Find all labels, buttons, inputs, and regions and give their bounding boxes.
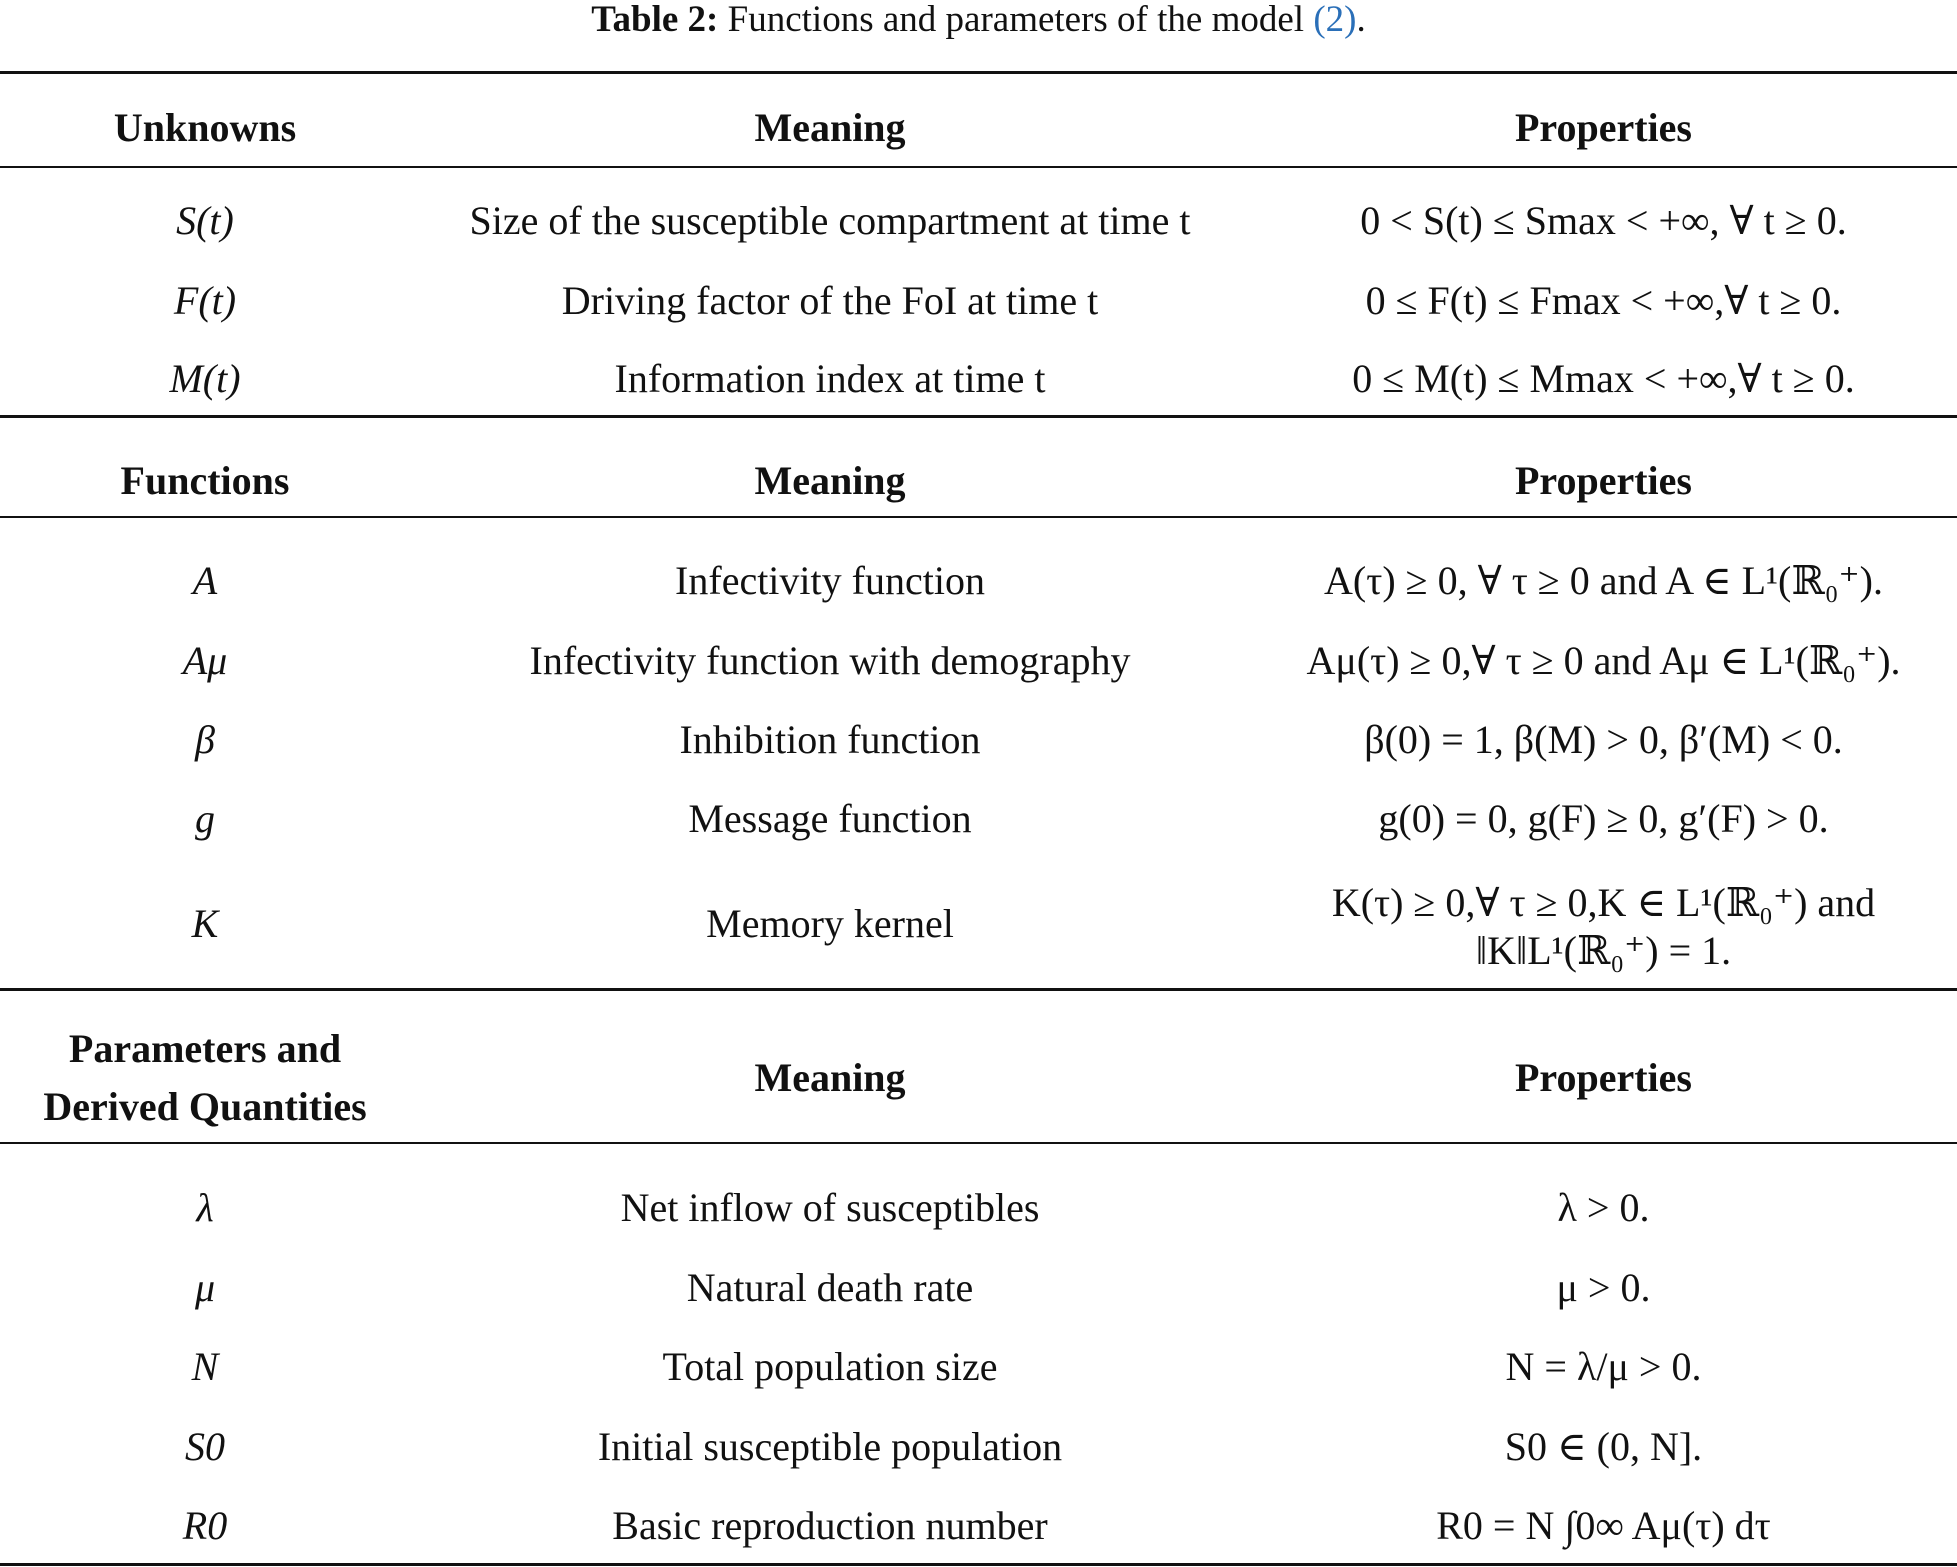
meaning-cell: Basic reproduction number	[612, 1503, 1048, 1548]
symbol-cell: R0	[182, 1503, 228, 1548]
meaning-cell: Infectivity function	[675, 558, 985, 603]
column-header-properties: Properties	[1515, 105, 1692, 150]
meaning-cell: Message function	[688, 796, 972, 841]
property-cell: S0 ∈ (0, N].	[1504, 1424, 1703, 1469]
symbol-cell: M(t)	[169, 356, 241, 401]
symbol-cell: β	[195, 717, 215, 762]
meaning-cell: Size of the susceptible compartment at time t	[469, 198, 1191, 243]
property-cell: μ > 0.	[1556, 1265, 1651, 1310]
meaning-cell: Initial susceptible population	[597, 1424, 1063, 1469]
property-cell: N = λ/μ > 0.	[1505, 1344, 1702, 1389]
caption-text: Functions and parameters of the model	[718, 0, 1314, 40]
symbol-cell: S0	[185, 1424, 225, 1469]
symbol-cell: N	[191, 1344, 219, 1389]
property-line-2: ‖K‖L¹(ℝ₀⁺) = 1.	[1475, 928, 1732, 973]
property-line-1: K(τ) ≥ 0,∀ τ ≥ 0,K ∈ L¹(ℝ₀⁺) and	[1331, 880, 1876, 925]
header-line-2: Derived Quantities	[43, 1084, 367, 1129]
column-header-properties: Properties	[1515, 1055, 1692, 1100]
property-cell: A(τ) ≥ 0, ∀ τ ≥ 0 and A ∈ L¹(ℝ₀⁺).	[1324, 558, 1883, 603]
property-cell: 0 ≤ F(t) ≤ Fmax < +∞,∀ t ≥ 0.	[1365, 278, 1842, 323]
column-header-parameters	[0, 1020, 410, 1136]
column-header-functions: Functions	[120, 458, 290, 503]
equation-reference-link[interactable]: (2)	[1313, 0, 1357, 40]
property-cell: 0 < S(t) ≤ Smax < +∞, ∀ t ≥ 0.	[1360, 198, 1847, 243]
header-rule-unknowns	[0, 166, 1957, 168]
property-cell: β(0) = 1, β(M) > 0, β′(M) < 0.	[1364, 717, 1843, 762]
section-rule-1	[0, 415, 1957, 418]
symbol-cell: F(t)	[173, 278, 237, 323]
column-header-unknowns: Unknowns	[113, 105, 297, 150]
symbol-cell: K	[191, 901, 219, 946]
header-line-1: Parameters and	[68, 1026, 342, 1071]
header-rule-functions	[0, 516, 1957, 518]
table-caption	[0, 0, 1957, 40]
column-header-properties: Properties	[1515, 458, 1692, 503]
meaning-cell: Net inflow of susceptibles	[620, 1185, 1040, 1230]
property-cell: g(0) = 0, g(F) ≥ 0, g′(F) > 0.	[1378, 796, 1829, 841]
column-header-meaning: Meaning	[754, 105, 906, 150]
caption-period: .	[1356, 0, 1366, 40]
meaning-cell: Natural death rate	[686, 1265, 974, 1310]
symbol-cell: A	[192, 558, 218, 603]
meaning-cell: Infectivity function with demography	[529, 638, 1131, 683]
meaning-cell: Driving factor of the FoI at time t	[561, 278, 1099, 323]
symbol-cell: Aμ	[182, 638, 228, 683]
property-cell: 0 ≤ M(t) ≤ Mmax < +∞,∀ t ≥ 0.	[1352, 356, 1855, 401]
column-header-meaning: Meaning	[754, 1055, 906, 1100]
section-rule-2	[0, 988, 1957, 991]
caption-label: Table 2:	[591, 0, 719, 40]
property-cell: Aμ(τ) ≥ 0,∀ τ ≥ 0 and Aμ ∈ L¹(ℝ₀⁺).	[1306, 638, 1901, 683]
property-cell: R0 = N ∫0∞ Aμ(τ) dτ	[1436, 1503, 1771, 1548]
property-cell-multiline	[1250, 879, 1957, 975]
meaning-cell: Information index at time t	[614, 356, 1046, 401]
symbol-cell: μ	[194, 1265, 216, 1310]
header-rule-parameters	[0, 1142, 1957, 1144]
bottom-rule	[0, 1563, 1957, 1566]
top-rule	[0, 71, 1957, 74]
meaning-cell: Memory kernel	[706, 901, 954, 946]
meaning-cell: Inhibition function	[679, 717, 981, 762]
column-header-meaning: Meaning	[754, 458, 906, 503]
symbol-cell: λ	[196, 1185, 214, 1230]
meaning-cell: Total population size	[662, 1344, 998, 1389]
symbol-cell: S(t)	[176, 198, 234, 243]
symbol-cell: g	[195, 796, 215, 841]
property-cell: λ > 0.	[1557, 1185, 1650, 1230]
